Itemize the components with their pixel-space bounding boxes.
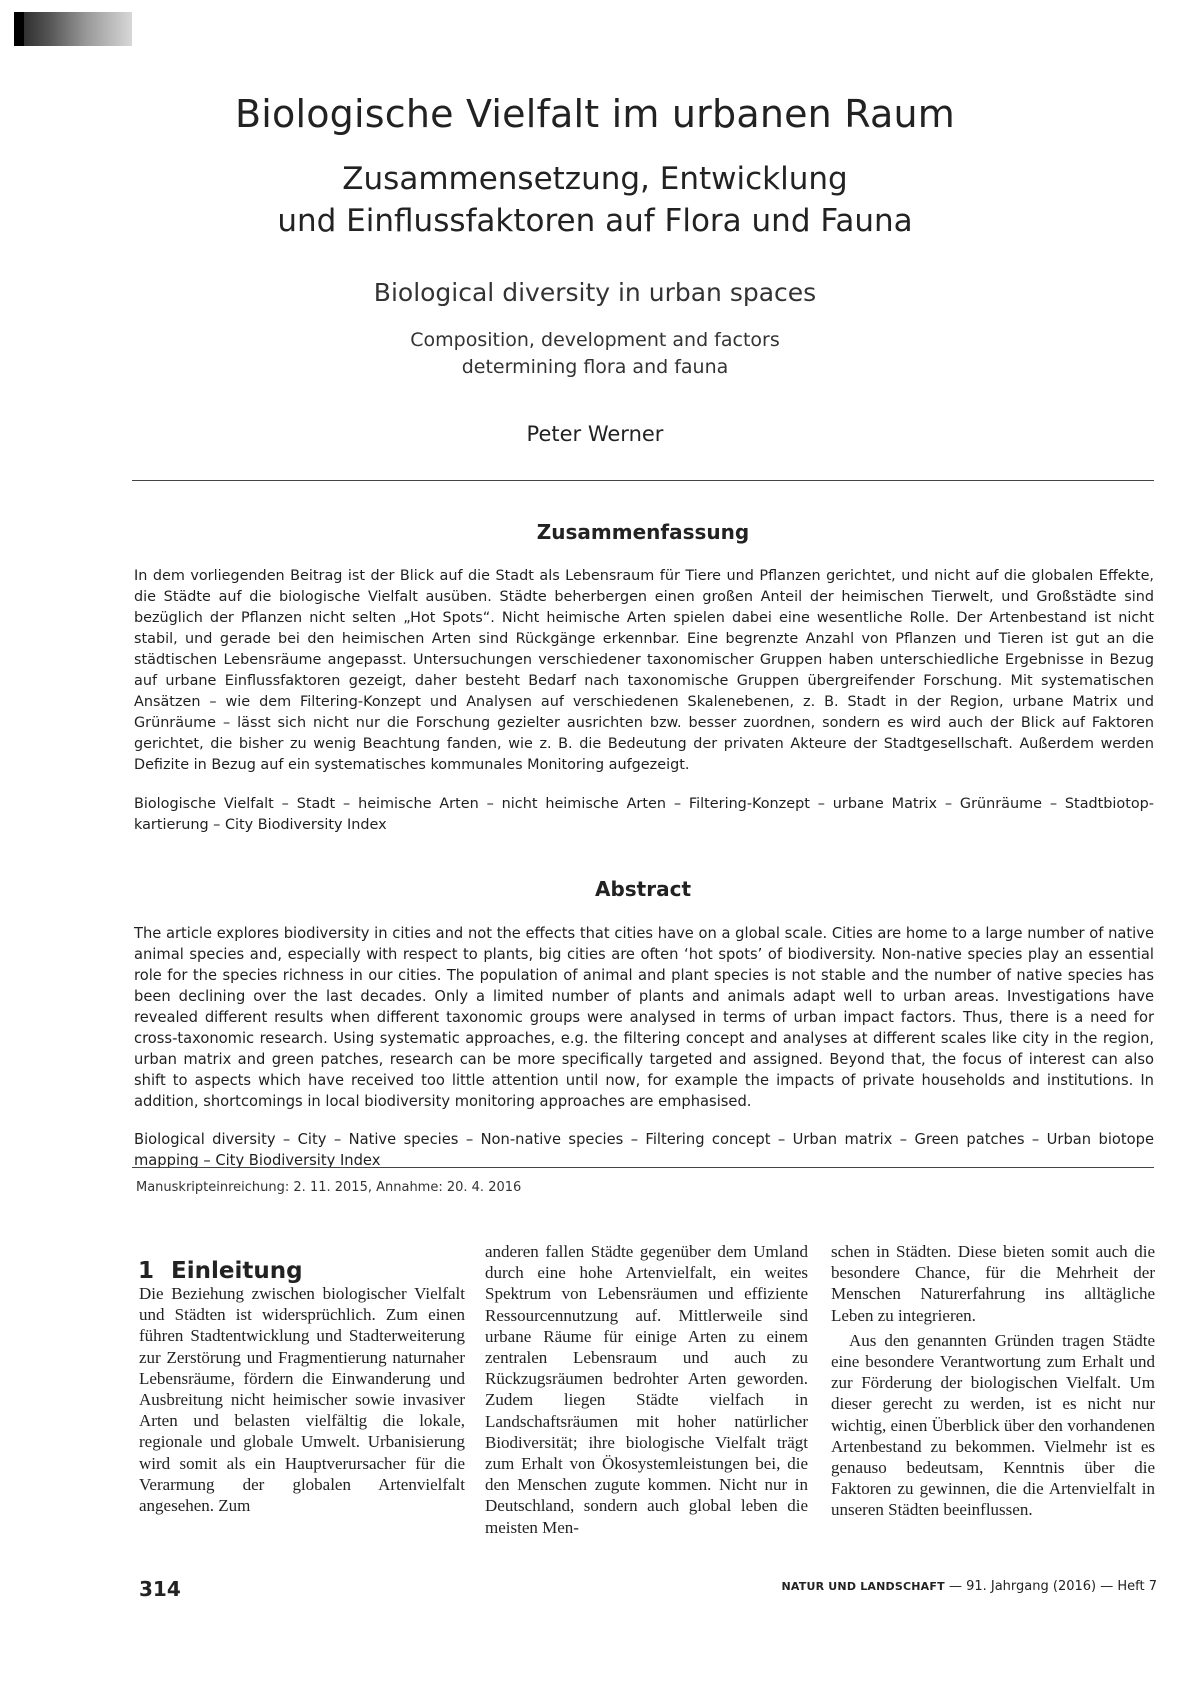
article-subtitle	[150, 158, 1040, 242]
zusammenfassung-text: In dem vorliegenden Beitrag ist der Blick auf die Stadt als Lebensraum für Tiere und Pflanzen gerichtet, und nicht auf die globalen Effekte, die Städte auf die biologische Vielfalt ausüben. Städte beherbergen einen großen Anteil der heimischen Tierwelt, und Großstädte sind bezüglich der Pflanzen nicht selten „Hot Spots“. Nicht heimische Arten spielen dabei eine wesentliche Rolle. Der Artenbestand ist nicht stabil, und gerade bei den heimischen Arten sind Rückgänge erkennbar. Eine begrenzte Anzahl von Pflanzen und Tieren ist gut an die städtischen Lebensräume angepasst. Untersuchungen verschiedener taxonomischer Gruppen haben unterschiedliche Ergebnisse in Bezug auf urbane Einflussfaktoren gezeigt, daher besteht Bedarf nach taxonomische Gruppen übergreifender Forschung. Mit systematischen Ansätzen – wie dem Filtering-Konzept und Analysen auf verschiedenen Skalenebenen, z. B. Stadt in der Region, urbane Matrix und Grünräume – lässt sich nicht nur die Forschung gezielter ausrichten bzw. besser zuordnen, sondern es wird auch der Blick auf Faktoren gerichtet, die bisher zu wenig Beachtung fanden, wie z. B. die Bedeutung der privaten Akteure der Stadtgesellschaft. Außerdem werden Defizite in Bezug auf ein systematisches kommunales Monitoring aufgezeigt.	[134, 568, 1154, 774]
german-keywords: Biologische Vielfalt – Stadt – heimische Arten – nicht heimische Arten – Filtering-Konzept – urbane Matrix – Grünräume – Stadtbiotop-kartierung – City Biodiversity Index	[134, 796, 1154, 834]
top-divider	[132, 480, 1154, 481]
abstract-heading: Abstract	[594, 876, 692, 901]
zusammenfassung-heading: Zusammenfassung	[536, 519, 750, 544]
subtitle-line-2: und Einflussfaktoren auf Flora und Fauna	[277, 203, 913, 239]
abstract-text: The article explores biodiversity in cities and not the effects that cities have on a global scale. Cities are home to a large number of native animal species and, especially with respect to plants, big cities are often ‘hot spots’ of biodiversity. Non-native species play an essential role for the species richness in our cities. The population of animal and plant species is not stable and the number of native species has been declining over the last decades. Only a limited number of plants and animals adapt well to urban areas. Investigations have revealed different results when different taxonomic groups were analysed in terms of urban impact factors. Thus, there is a need for cross-taxonomic research. Using systematic approaches, e.g. the filtering concept and analyses at different scales like city in the region, urban matrix and green patches, research can be more specifically targeted and assigned. Beyond that, the focus of interest can also shift to aspects which have received too little attention until now, for example the impacts of private households and institutions. In addition, shortcomings in local biodiversity monitoring approaches are emphasised.	[134, 924, 1154, 1110]
english-subtitle-line-2: determining flora and fauna	[461, 356, 729, 378]
journal-issue: — 91. Jahrgang (2016) — Heft 7	[948, 1579, 1157, 1594]
body-column-1	[139, 1283, 465, 1516]
section-number: 1	[138, 1258, 155, 1285]
introduction-paragraph-2: anderen fallen Städte gegenüber dem Umland durch eine hohe Artenvielfalt, ein weites Spektrum von Lebensräumen und effiziente Ressourcennutzung auf. Mittlerweile sind urbane Räume für einige Arten zu einem zentralen Lebensraum und auch zu Rückzugsräumen bedrohter Arten geworden. Zudem liegen Städte vielfach in Landschaftsräumen mit hoher natürlicher Biodiversität; ihre biologische Vielfalt trägt zum Erhalt von Ökosystemleistungen bei, die den Menschen zugute kommen. Nicht nur in Deutschland, sondern auch global leben die meisten Men-	[485, 1242, 808, 1537]
introduction-paragraph-1: Die Beziehung zwischen biologischer Vielfalt und Städten ist widersprüchlich. Zum einen führen Stadtentwicklung und Stadterweiterung zur Zerstörung und Fragmentierung naturnaher Lebensräume, fördern die Einwanderung und Ausbreitung nicht heimischer sowie invasiver Arten und belasten vielfältig die lokale, regionale und globale Umwelt. Urbanisierung wird somit als ein Hauptverursacher für die Verarmung der globalen Artenvielfalt angesehen. Zum	[139, 1284, 465, 1516]
english-subtitle-line-1: Composition, development and factors	[410, 329, 780, 351]
body-column-2	[485, 1241, 808, 1538]
scan-edge-mark	[14, 12, 132, 46]
english-subtitle	[150, 327, 1040, 381]
english-keywords: Biological diversity – City – Native species – Non-native species – Filtering concept – Urban matrix – Green patches – Urban biotope mapping – City Biodiversity Index	[134, 1130, 1154, 1169]
introduction-heading	[138, 1258, 303, 1284]
page-number: 314	[139, 1577, 181, 1601]
manuscript-dates: Manuskripteinreichung: 2. 11. 2015, Annahme: 20. 4. 2016	[136, 1180, 522, 1195]
journal-name: NATUR UND LANDSCHAFT	[781, 1580, 945, 1593]
english-title: Biological diversity in urban spaces	[373, 278, 817, 307]
bottom-divider	[132, 1167, 1154, 1168]
introduction-paragraph-3: schen in Städten. Diese bieten somit auch die besondere Chance, für die Mehrheit der Menschen Naturerfahrung ins alltägliche Leben zu integrieren.	[831, 1242, 1155, 1325]
subtitle-line-1: Zusammensetzung, Entwicklung	[342, 161, 848, 197]
journal-footer	[782, 1579, 1158, 1594]
author-name: Peter Werner	[526, 422, 664, 446]
section-title: Einleitung	[171, 1258, 303, 1285]
body-column-3	[831, 1241, 1155, 1521]
article-title: Biologische Vielfalt im urbanen Raum	[235, 92, 955, 136]
introduction-paragraph-4: Aus den genannten Gründen tragen Städte eine besondere Verantwortung zum Erhalt und zur Förderung der biologischen Vielfalt. Um dieser gerecht zu werden, ist es nicht nur wichtig, einen Überblick über den vorhandenen Artenbestand zu bekommen. Vielmehr ist es genauso bedeutsam, Kenntnis über die Faktoren zu gewinnen, die die Artenvielfalt in unseren Städten beeinflussen.	[831, 1330, 1155, 1520]
